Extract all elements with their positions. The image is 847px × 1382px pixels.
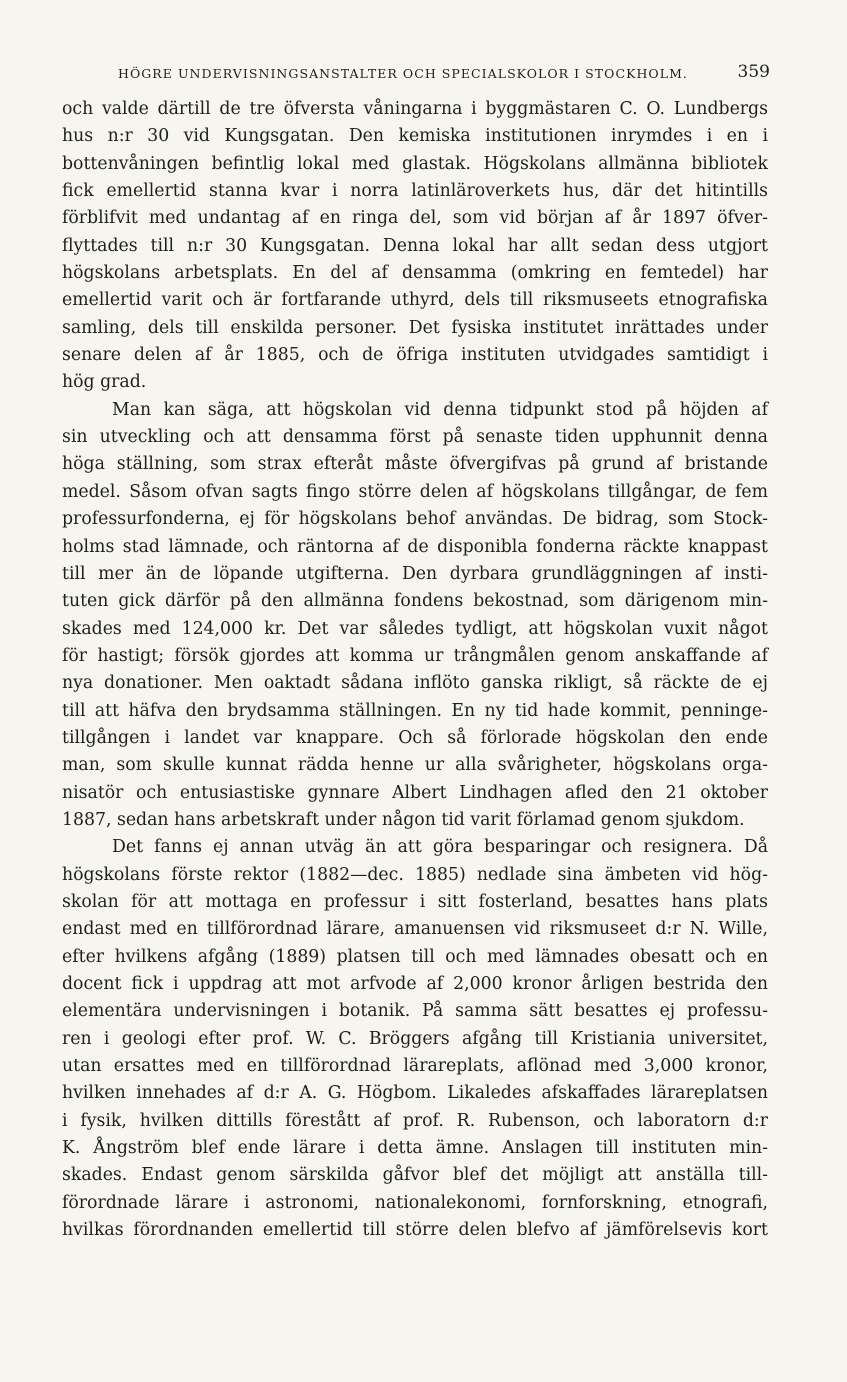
- text-line: hög grad.: [62, 372, 147, 393]
- text-line: docent fick i uppdrag att mot arfvode af 2,000 kronor årligen bestrida den: [62, 974, 768, 994]
- text-line: tillgången i landet var knappare. Och så förlorade högskolan den ende: [62, 727, 768, 748]
- text-line: förblifvit med undantag af en ringa del, som vid början af år 1897 öfver-: [62, 208, 768, 229]
- text-line: till att häfva den brydsamma ställningen. En ny tid hade kommit, penninge-: [62, 700, 768, 721]
- text-line: i fysik, hvilken dittills förestått af prof. R. Rubenson, och laboratorn d:r: [62, 1110, 768, 1131]
- text-line: samling, dels till enskilda personer. Det fysiska institutet inrättades under: [62, 317, 768, 338]
- text-line: efter hvilkens afgång (1889) platsen till och med lämnades obesatt och en: [62, 946, 768, 967]
- text-line: holms stad lämnade, och räntorna af de disponibla fonderna räckte knappast: [62, 536, 768, 557]
- text-line: bottenvåningen befintlig lokal med glastak. Högskolans allmänna bibliotek: [62, 153, 768, 174]
- text-line: nisatör och entusiastiske gynnare Albert Lindhagen afled den 21 oktober: [62, 782, 768, 803]
- text-line: medel. Såsom ofvan sagts fingo större delen af högskolans tillgångar, de fem: [62, 481, 768, 502]
- text-line: höga ställning, som strax efteråt måste öfvergifvas på grund af bristande: [62, 454, 768, 475]
- text-line: hvilkas förordnanden emellertid till större delen blefvo af jämförelsevis kort: [62, 1220, 768, 1241]
- running-head: HÖGRE UNDERVISNINGSANSTALTER OCH SPECIALSKOLOR I STOCKHOLM.: [118, 66, 688, 81]
- text-line: endast med en tillförordnad lärare, amanuensen vid riksmuseet d:r N. Wille,: [62, 919, 768, 940]
- text-line: högskolans förste rektor (1882—dec. 1885) nedlade sina ämbeten vid hög-: [62, 864, 768, 885]
- text-line: nya donationer. Men oaktadt sådana inflöto ganska rikligt, så räckte de ej: [62, 673, 768, 694]
- text-line: professurfonderna, ej för högskolans behof användas. De bidrag, som Stock-: [62, 509, 768, 530]
- text-line: hvilken innehades af d:r A. G. Högbom. Likaledes afskaffades lärareplatsen: [62, 1083, 768, 1104]
- text-line: Det fanns ej annan utväg än att göra besparingar och resignera. Då: [112, 837, 768, 858]
- text-line: fick emellertid stanna kvar i norra latinläroverkets hus, där det hitintills: [62, 181, 768, 202]
- text-line: utan ersattes med en tillförordnad lärareplats, aflönad med 3,000 kronor,: [62, 1056, 768, 1077]
- text-line: och valde därtill de tre öfversta våningarna i byggmästaren C. O. Lundbergs: [62, 99, 768, 119]
- body-text: [62, 96, 768, 1244]
- text-line: flyttades till n:r 30 Kungsgatan. Denna lokal har allt sedan dess utgjort: [62, 235, 768, 256]
- text-line: skades med 124,000 kr. Det var således tydligt, att högskolan vuxit något: [62, 618, 768, 639]
- text-line: sin utveckling och att densamma först på senaste tiden upphunnit denna: [62, 427, 768, 448]
- text-line: K. Ångström blef ende lärare i detta ämne. Anslagen till instituten min-: [62, 1138, 768, 1159]
- text-line: 1887, sedan hans arbetskraft under någon tid varit förlamad genom sjukdom.: [62, 809, 745, 830]
- text-line: högskolans arbetsplats. En del af densamma (omkring en femtedel) har: [62, 263, 768, 284]
- text-line: hus n:r 30 vid Kungsgatan. Den kemiska institutionen inrymdes i en i: [62, 126, 768, 147]
- text-line: Man kan säga, att högskolan vid denna tidpunkt stod på höjden af: [112, 399, 768, 420]
- text-line: skades. Endast genom särskilda gåfvor blef det möjligt att anställa till-: [62, 1165, 768, 1186]
- text-line: tuten gick därför på den allmänna fondens bekostnad, som därigenom min-: [62, 591, 768, 612]
- text-line: ren i geologi efter prof. W. C. Bröggers afgång till Kristiania universitet,: [62, 1028, 768, 1049]
- text-line: skolan för att mottaga en professur i sitt fosterland, besattes hans plats: [62, 891, 768, 912]
- text-line: för hastigt; försök gjordes att komma ur trångmålen genom anskaffande af: [62, 645, 768, 666]
- page-header: [118, 62, 770, 86]
- text-line: senare delen af år 1885, och de öfriga instituten utvidgades samtidigt i: [62, 345, 768, 366]
- text-line: förordnade lärare i astronomi, nationalekonomi, fornforskning, etnografi,: [62, 1192, 768, 1213]
- text-line: man, som skulle kunnat rädda henne ur alla svårigheter, högskolans orga-: [62, 755, 768, 776]
- text-line: elementära undervisningen i botanik. På samma sätt besattes ej professu-: [62, 1001, 768, 1022]
- page-number: 359: [737, 62, 770, 82]
- text-line: till mer än de löpande utgifterna. Den dyrbara grundläggningen af insti-: [62, 563, 768, 584]
- text-line: emellertid varit och är fortfarande uthyrd, dels till riksmuseets etnografiska: [62, 290, 768, 311]
